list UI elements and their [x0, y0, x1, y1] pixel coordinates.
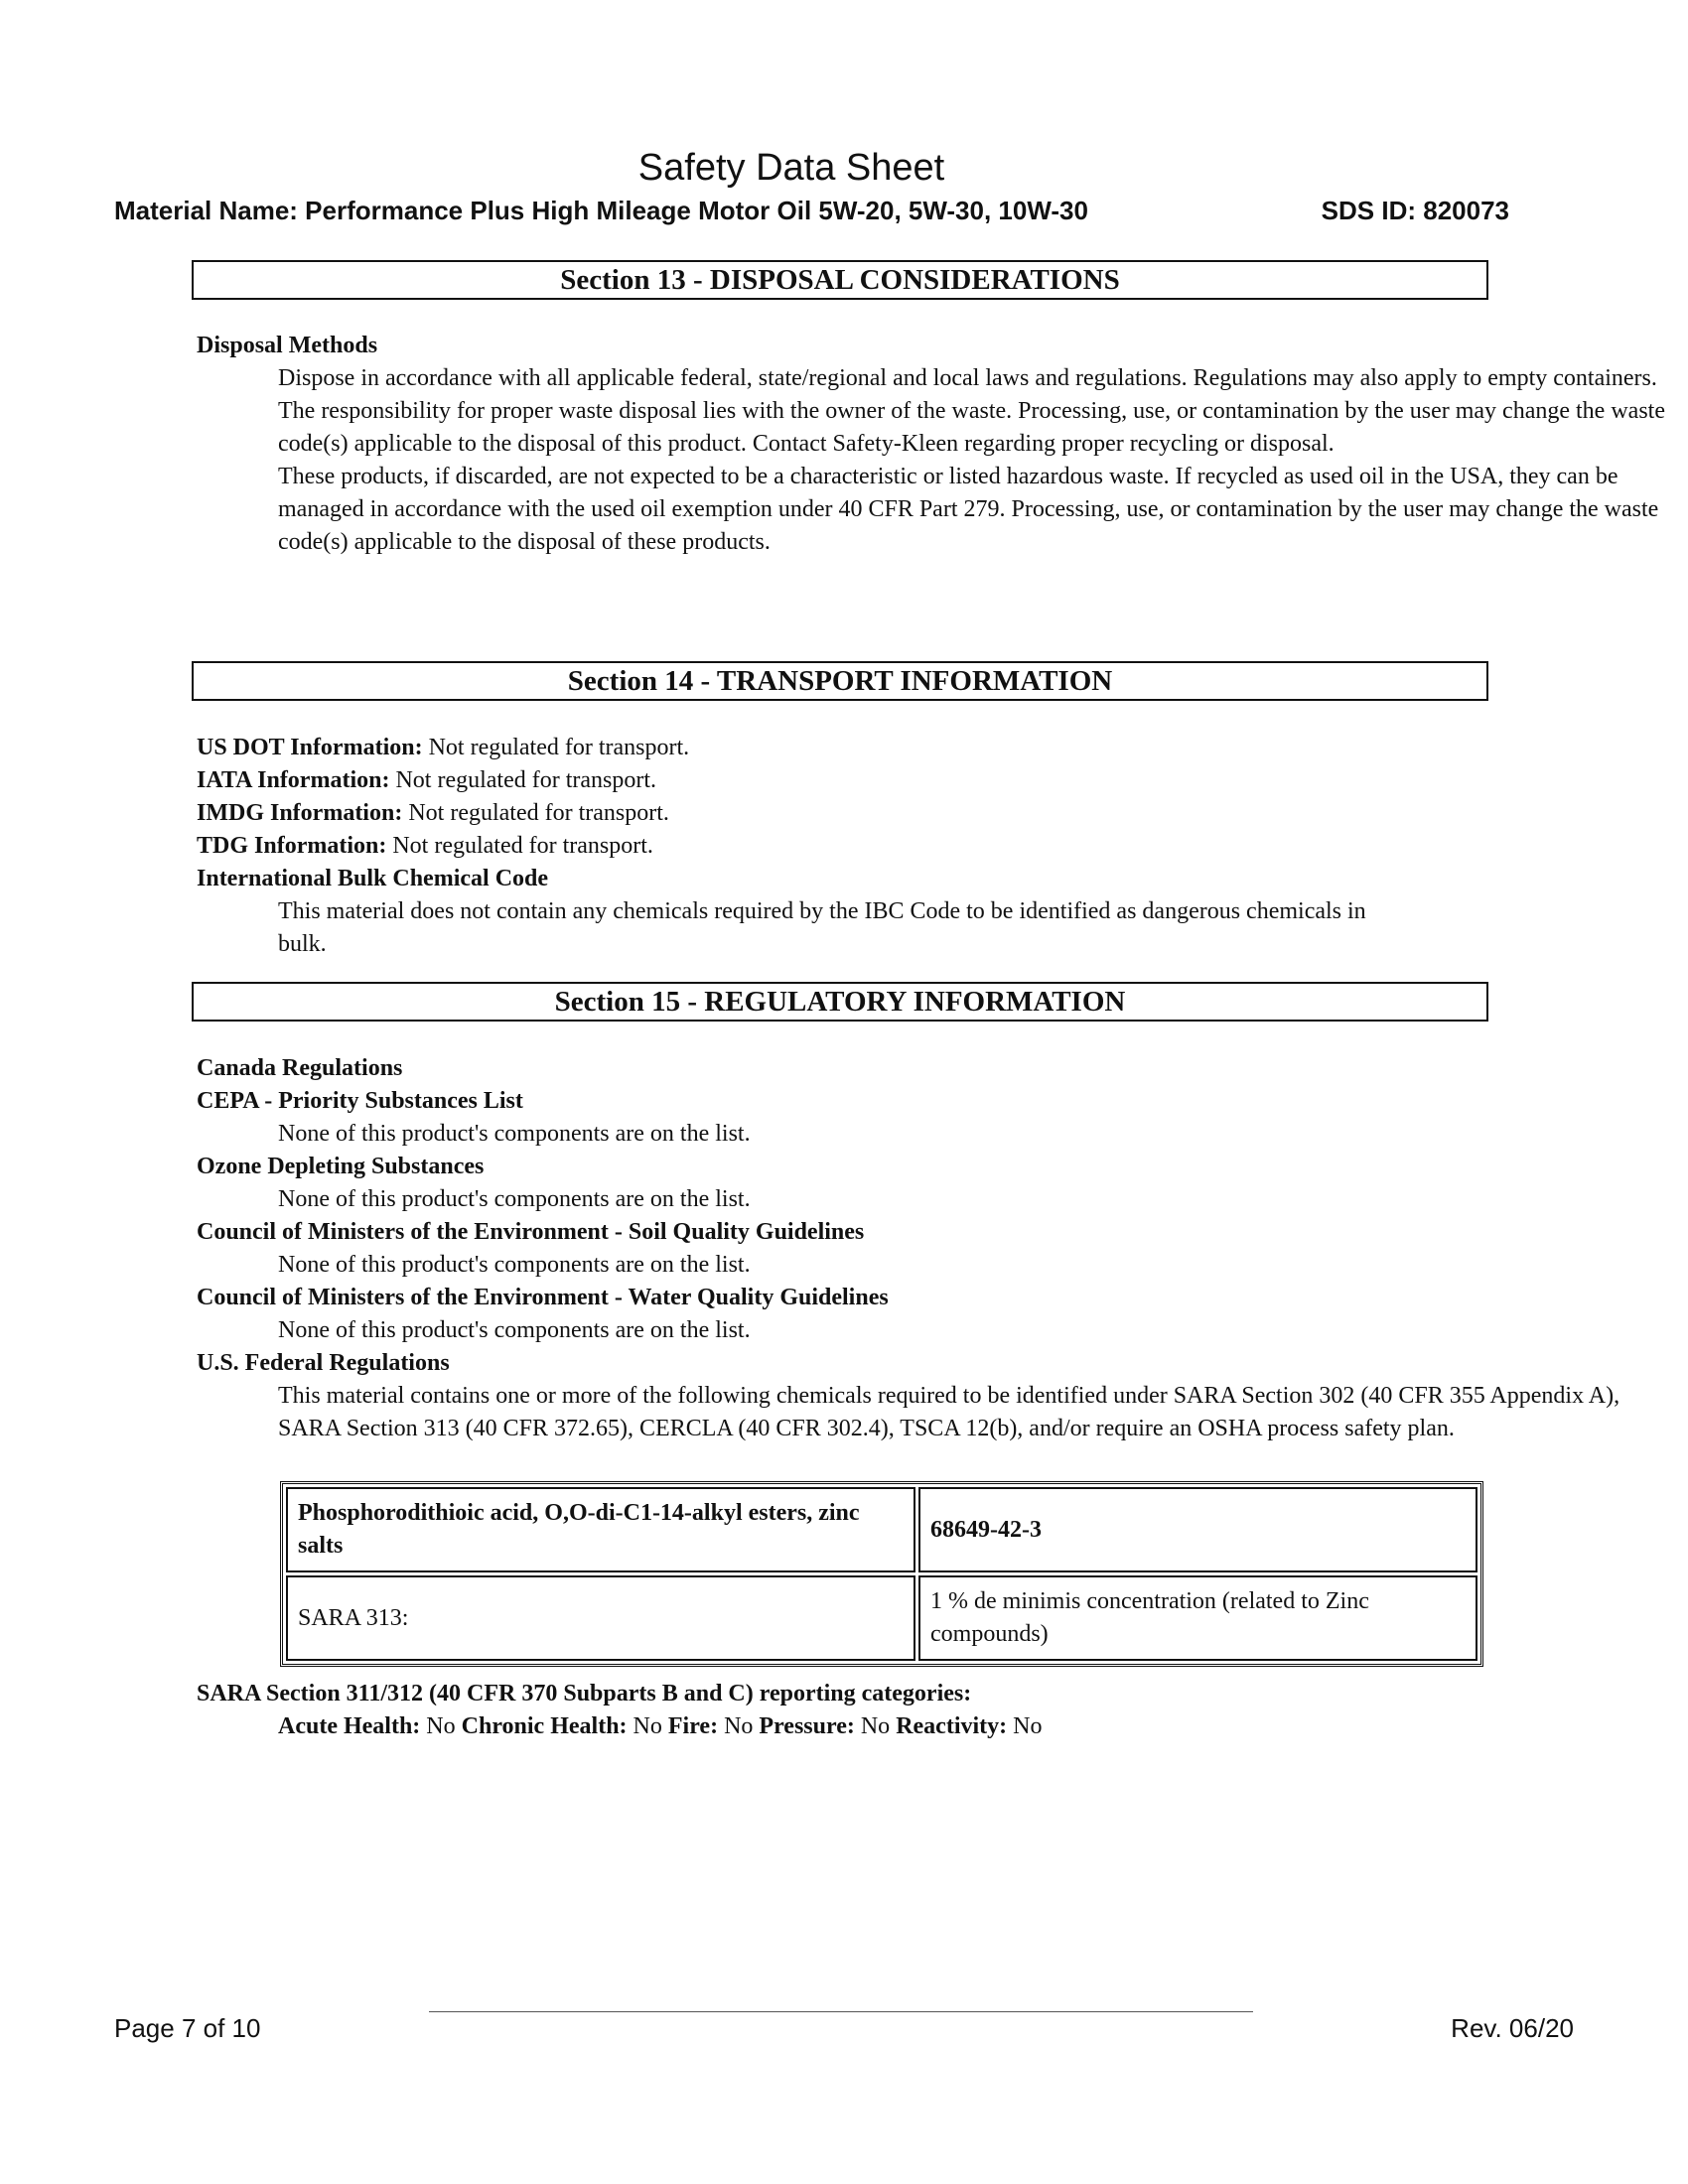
- sara-311-heading: SARA Section 311/312 (40 CFR 370 Subparts B and C) reporting categories:: [197, 1681, 972, 1706]
- fire-label: Fire:: [667, 1713, 719, 1739]
- tdg-value: Not regulated for transport.: [386, 833, 653, 859]
- reactivity-value: No: [1007, 1713, 1043, 1739]
- iata-label: IATA Information:: [197, 767, 390, 793]
- ibc-text: This material does not contain any chemicals required by the IBC Code to be identified as dangerous chemicals in bulk.: [278, 898, 1366, 957]
- section-14-heading: Section 14 - TRANSPORT INFORMATION: [192, 661, 1488, 701]
- disposal-methods-heading: Disposal Methods: [197, 333, 378, 358]
- section-15-heading: Section 15 - REGULATORY INFORMATION: [192, 982, 1488, 1022]
- acute-health-value: No: [420, 1713, 462, 1739]
- tdg-label: TDG Information:: [197, 833, 387, 859]
- us-federal-text: This material contains one or more of the following chemicals required to be identified under SARA Section 302 (40 CFR 355 Appendix A), SARA Section 313 (40 CFR 372.65), CERCLA (40 CFR 302.4), TSCA 12(b), and/or require an OSHA process safety plan.: [278, 1383, 1620, 1441]
- water-quality-text: None of this product's components are on the list.: [278, 1317, 751, 1343]
- disposal-paragraph-1: Dispose in accordance with all applicable federal, state/regional and local laws and regulations. Regulations may also apply to empty containers. The responsibility for proper waste disposal lies with the owner of the waste. Processing, use, or contamination by the user may change the waste code(s) applicable to the disposal of this product. Contact Safety-Kleen regarding proper recycling or disposal.: [278, 365, 1665, 457]
- imdg-label: IMDG Information:: [197, 800, 403, 826]
- chemical-name-cell: Phosphorodithioic acid, O,O-di-C1-14-alkyl esters, zinc salts: [286, 1487, 915, 1572]
- us-dot-label: US DOT Information:: [197, 735, 423, 760]
- pressure-value: No: [854, 1713, 897, 1739]
- footer-divider: [429, 2011, 1253, 2012]
- section-15-body: [197, 1052, 1620, 1445]
- cepa-heading: CEPA - Priority Substances List: [197, 1088, 523, 1114]
- us-dot-line: [197, 732, 1507, 764]
- iata-value: Not regulated for transport.: [389, 767, 657, 793]
- water-quality-heading: Council of Ministers of the Environment - Water Quality Guidelines: [197, 1285, 889, 1310]
- canada-regulations-heading: Canada Regulations: [197, 1055, 403, 1081]
- cas-number-cell: 68649-42-3: [918, 1487, 1477, 1572]
- sara-311-block: [197, 1678, 1507, 1743]
- pressure-label: Pressure:: [759, 1713, 855, 1739]
- imdg-line: [197, 797, 1507, 830]
- ozone-heading: Ozone Depleting Substances: [197, 1154, 485, 1179]
- section-13-body: [197, 330, 1665, 559]
- us-federal-heading: U.S. Federal Regulations: [197, 1350, 450, 1376]
- chronic-health-label: Chronic Health:: [461, 1713, 628, 1739]
- sara-chemical-table: [280, 1481, 1483, 1667]
- ozone-text: None of this product's components are on the list.: [278, 1186, 751, 1212]
- fire-value: No: [718, 1713, 760, 1739]
- sara-313-label-cell: SARA 313:: [286, 1575, 915, 1661]
- iata-line: [197, 764, 1507, 797]
- cepa-text: None of this product's components are on the list.: [278, 1121, 751, 1147]
- acute-health-label: Acute Health:: [278, 1713, 421, 1739]
- soil-quality-heading: Council of Ministers of the Environment - Soil Quality Guidelines: [197, 1219, 865, 1245]
- revision-date: Rev. 06/20: [1451, 2013, 1574, 2043]
- table-row: [286, 1487, 1477, 1572]
- ibc-heading: International Bulk Chemical Code: [197, 866, 549, 891]
- page-number: Page 7 of 10: [114, 2013, 261, 2043]
- reactivity-label: Reactivity:: [896, 1713, 1008, 1739]
- soil-quality-text: None of this product's components are on the list.: [278, 1252, 751, 1278]
- table-row: [286, 1575, 1477, 1661]
- document-title: Safety Data Sheet: [637, 147, 945, 189]
- material-name: Material Name: Performance Plus High Mileage Motor Oil 5W-20, 5W-30, 10W-30: [114, 196, 1088, 225]
- section-14-body: [197, 732, 1507, 961]
- us-dot-value: Not regulated for transport.: [422, 735, 690, 760]
- chronic-health-value: No: [627, 1713, 668, 1739]
- tdg-line: [197, 830, 1507, 863]
- sds-id: SDS ID: 820073: [1321, 196, 1509, 225]
- sara-313-value-cell: 1 % de minimis concentration (related to Zinc compounds): [918, 1575, 1477, 1661]
- section-13-heading: Section 13 - DISPOSAL CONSIDERATIONS: [192, 260, 1488, 300]
- reporting-categories: [197, 1710, 1507, 1743]
- imdg-value: Not regulated for transport.: [402, 800, 669, 826]
- disposal-paragraph-2: These products, if discarded, are not expected to be a characteristic or listed hazardous waste. If recycled as used oil in the USA, they can be managed in accordance with the used oil exemption under 40 CFR Part 279. Processing, use, or contamination by the user may change the waste code(s) applicable to the disposal of these products.: [278, 464, 1659, 555]
